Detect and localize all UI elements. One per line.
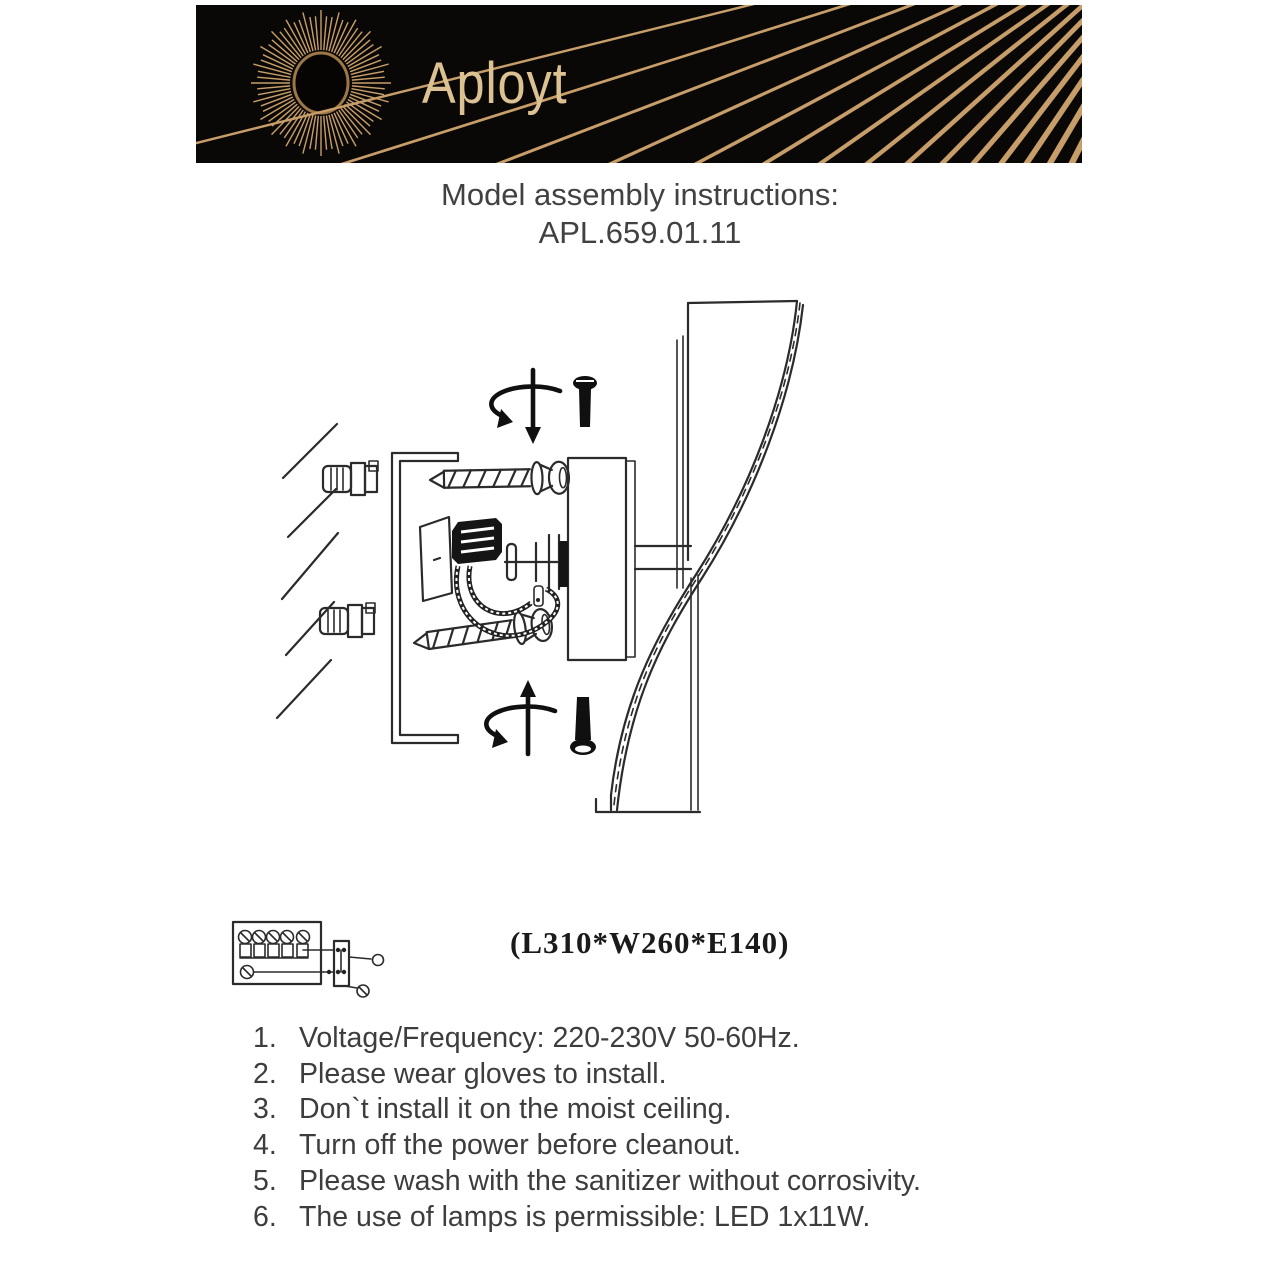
item-number: 1. [253, 1022, 277, 1054]
item-text: The use of lamps is permissible: LED 1x11W. [299, 1200, 871, 1233]
item-text: Voltage/Frequency: 220-230V 50-60Hz. [299, 1022, 800, 1054]
item-text: Please wash with the sanitizer without corrosivity. [299, 1164, 921, 1197]
instruction-item [253, 1021, 1083, 1057]
instruction-item [253, 1128, 1083, 1164]
wall-anchor-top [323, 461, 378, 495]
wall-hatch-lines [277, 424, 338, 718]
model-number: APL.659.01.11 [538, 215, 742, 250]
title-line1: Model assembly instructions: [441, 177, 839, 212]
canopy-plate [420, 517, 452, 601]
dimensions-label: (L310*W260*E140) [510, 925, 790, 960]
instruction-list [253, 1021, 1083, 1235]
instruction-item [253, 1164, 1083, 1200]
wiring-schematic [225, 915, 485, 1020]
brand-logo-text: Aployt [422, 51, 568, 116]
item-text: Turn off the power before cleanout. [299, 1129, 742, 1162]
swivel-stem [505, 535, 568, 606]
machine-screw-top [573, 376, 597, 427]
page-title [0, 176, 1280, 252]
header-banner [196, 5, 1082, 163]
item-number: 2. [253, 1057, 277, 1090]
item-text: Don`t install it on the moist ceiling. [299, 1093, 732, 1126]
wiring-lines [254, 948, 384, 997]
terminal-block [452, 518, 502, 564]
assembly-diagram [250, 285, 850, 840]
mounting-bracket [392, 453, 458, 743]
instruction-item [253, 1200, 1083, 1236]
item-text: Please wear gloves to install. [299, 1057, 667, 1090]
item-number: 4. [253, 1129, 277, 1162]
rotation-arrow-top-icon [491, 370, 560, 444]
item-number: 3. [253, 1093, 277, 1126]
item-number: 6. [253, 1200, 277, 1233]
rotation-arrow-bottom-icon [486, 680, 555, 754]
sunburst-center [294, 53, 348, 113]
item-number: 5. [253, 1164, 277, 1197]
mounting-screw-top [430, 462, 570, 496]
wall-anchor-bottom [320, 603, 375, 637]
instruction-item [253, 1092, 1083, 1128]
instruction-item [253, 1057, 1083, 1093]
terminal-strip [233, 922, 321, 984]
machine-screw-bottom [570, 697, 596, 755]
banner-artwork [196, 5, 1082, 163]
